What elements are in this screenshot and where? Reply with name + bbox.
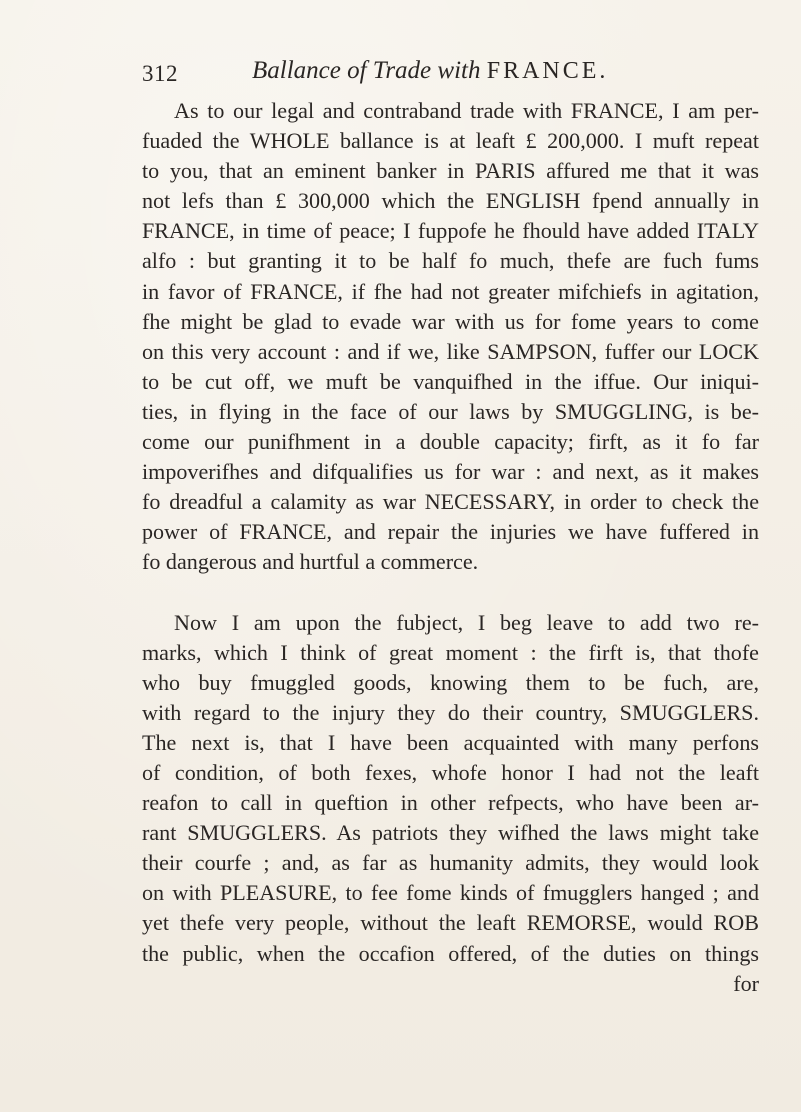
running-head-title: Ballance of Trade with <box>252 57 481 84</box>
text-line: fo dreadful a calamity as war NECESSARY, in order to check the <box>142 489 759 515</box>
text-line: marks, which I think of great moment : the firft is, that thofe <box>142 639 759 665</box>
text-line: impoverifhes and difqualifies us for war : and next, as it makes <box>142 459 759 485</box>
paragraph-1 <box>142 96 759 578</box>
text-line: on with PLEASURE, to fee fome kinds of fmugglers hanged ; and <box>142 880 759 906</box>
text-line: alfo : but granting it to be half fo much, thefe are fuch fums <box>142 248 759 274</box>
text-line: fhe might be glad to evade war with us for fome years to come <box>142 308 759 334</box>
text-line: to you, that an eminent banker in PARIS affured me that it was <box>142 158 759 184</box>
text-line: with regard to the injury they do their country, SMUGGLERS. <box>142 699 759 725</box>
text-line: on this very account : and if we, like SAMPSON, fuffer our LOCK <box>142 338 759 364</box>
paragraph-2 <box>142 608 759 969</box>
text-line: fuaded the WHOLE ballance is at leaft £ 200,000. I muft repeat <box>142 128 759 154</box>
text-line: yet thefe very people, without the leaft REMORSE, would ROB <box>142 910 759 936</box>
text-line: of condition, of both fexes, whofe honor I had not the leaft <box>142 759 759 785</box>
text-line: rant SMUGGLERS. As patriots they wifhed the laws might take <box>142 820 759 846</box>
running-head <box>252 57 608 85</box>
text-line: fo dangerous and hurtful a commerce. <box>142 549 479 575</box>
text-line: As to our legal and contraband trade with FRANCE, I am per- <box>174 98 759 123</box>
text-line: the public, when the occafion offered, of the duties on things <box>142 940 759 966</box>
text-line: their courfe ; and, as far as humanity admits, they would look <box>142 850 759 876</box>
running-head-country: FRANCE. <box>486 58 609 84</box>
text-line: The next is, that I have been acquainted with many perfons <box>142 729 759 755</box>
page-number: 312 <box>142 61 178 86</box>
text-line: power of FRANCE, and repair the injuries we have fuffered in <box>142 519 759 545</box>
text-line: Now I am upon the fubject, I beg leave to add two re- <box>174 609 759 635</box>
page-header <box>142 55 762 91</box>
text-line: who buy fmuggled goods, knowing them to be fuch, are, <box>142 669 759 695</box>
body-text <box>142 96 759 999</box>
text-line: come our punifhment in a double capacity; firft, as it fo far <box>142 429 759 455</box>
text-line: in favor of FRANCE, if fhe had not greater mifchiefs in agitation, <box>142 278 759 304</box>
text-line: FRANCE, in time of peace; I fuppofe he fhould have added ITALY <box>142 218 759 244</box>
text-line: ties, in flying in the face of our laws by SMUGGLING, is be- <box>142 398 759 424</box>
text-line: not lefs than £ 300,000 which the ENGLISH fpend annually in <box>142 188 759 214</box>
catchword: for <box>733 970 759 996</box>
text-line: reafon to call in queftion in other refpects, who have been ar- <box>142 790 759 816</box>
text-line: to be cut off, we muft be vanquifhed in the iffue. Our iniqui- <box>142 368 759 394</box>
paragraph-gap <box>142 578 759 608</box>
